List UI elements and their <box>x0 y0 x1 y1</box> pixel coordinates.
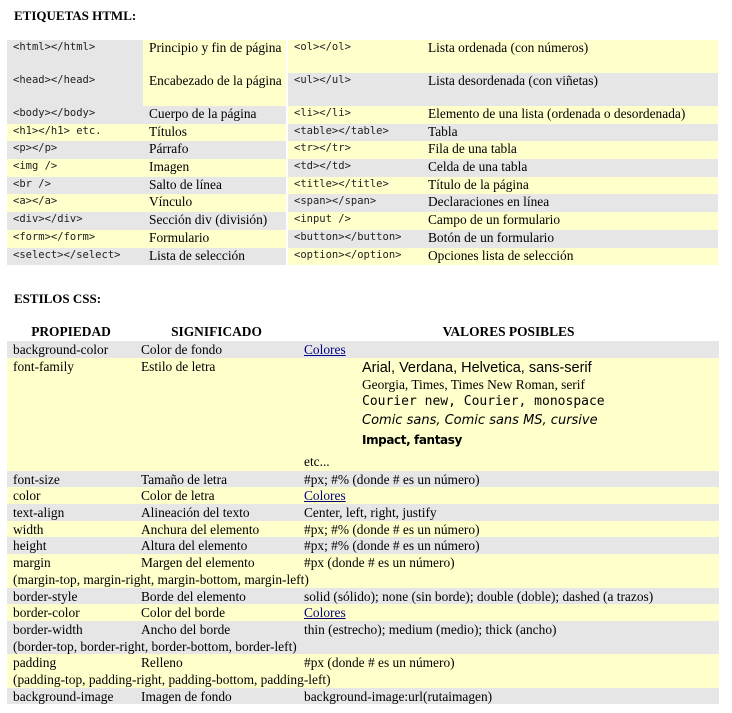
property-cell: border-width <box>7 621 135 638</box>
tag-cell: <ol></ol> <box>288 40 422 73</box>
property-cell: background-image <box>7 688 135 705</box>
meaning-cell: Ancho del borde <box>135 621 298 638</box>
desc-cell: Tabla <box>422 124 718 142</box>
property-cell: padding <box>7 654 135 671</box>
table-row <box>7 537 719 554</box>
css-styles-table <box>7 324 719 704</box>
meaning-cell: Color del borde <box>135 604 298 621</box>
meaning-cell: Tamaño de letra <box>135 471 298 488</box>
desc-cell: Fila de una tabla <box>422 141 718 159</box>
tag-cell: <table></table> <box>288 124 422 142</box>
font-sample-cursive: Comic sans, Comic sans MS, cursive <box>362 412 598 428</box>
tag-cell: <ul></ul> <box>288 73 422 106</box>
tag-cell: <div></div> <box>7 212 143 230</box>
desc-cell: Elemento de una lista (ordenada o desordenada) <box>422 106 718 124</box>
table-row <box>7 141 718 159</box>
html-tags-table <box>7 40 718 265</box>
table-row <box>7 212 718 230</box>
font-sample-fantasy: Impact, fantasy <box>362 432 462 447</box>
table-row <box>7 621 719 638</box>
property-cell: margin <box>7 554 135 571</box>
meaning-cell: Relleno <box>135 654 298 671</box>
table-row <box>7 194 718 212</box>
values-cell <box>298 341 719 358</box>
meaning-cell: Borde del elemento <box>135 588 298 605</box>
table-row <box>7 40 718 73</box>
table-row <box>7 654 719 671</box>
tag-cell: <body></body> <box>7 106 143 124</box>
table-row <box>7 571 719 588</box>
meaning-cell: Color de fondo <box>135 341 298 358</box>
values-cell: solid (sólido); none (sin borde); double (doble); dashed (a trazos) <box>298 588 719 605</box>
values-cell: Center, left, right, justify <box>298 504 719 521</box>
table-row <box>7 106 718 124</box>
tag-cell: <td></td> <box>288 159 422 177</box>
css-styles-heading: ESTILOS CSS: <box>14 291 102 306</box>
table-row <box>7 588 719 605</box>
property-cell: border-style <box>7 588 135 605</box>
property-cell: text-align <box>7 504 135 521</box>
desc-cell: Párrafo <box>143 141 286 159</box>
font-sample-etc: etc... <box>304 453 330 469</box>
values-cell: #px; #% (donde # es un número) <box>298 521 719 538</box>
table-row <box>7 124 718 142</box>
desc-cell: Título de la página <box>422 177 718 195</box>
desc-cell: Lista ordenada (con números) <box>422 40 718 73</box>
property-cell: border-color <box>7 604 135 621</box>
meaning-cell: Color de letra <box>135 487 298 504</box>
tag-cell: <tr></tr> <box>288 141 422 159</box>
tag-cell: <input /> <box>288 212 422 230</box>
desc-cell: Celda de una tabla <box>422 159 718 177</box>
desc-cell: Formulario <box>143 230 286 248</box>
header-values: VALORES POSIBLES <box>442 324 575 339</box>
tag-cell: <head></head> <box>7 73 143 106</box>
font-sample-serif: Georgia, Times, Times New Roman, serif <box>362 376 585 392</box>
table-row <box>7 73 718 106</box>
tag-cell: <button></button> <box>288 230 422 248</box>
header-property: PROPIEDAD <box>31 324 111 339</box>
font-sample-monospace: Courier new, Courier, monospace <box>362 393 605 409</box>
tag-cell: <p></p> <box>7 141 143 159</box>
subproperties-cell: (margin-top, margin-right, margin-bottom, margin-left) <box>7 571 719 588</box>
desc-cell: Lista de selección <box>143 248 286 266</box>
header-row <box>7 324 719 341</box>
desc-cell: Opciones lista de selección <box>422 248 718 266</box>
table-row <box>7 521 719 538</box>
tag-cell: <h1></h1> etc. <box>7 124 143 142</box>
values-cell <box>298 604 719 621</box>
tag-cell: <option></option> <box>288 248 422 266</box>
desc-cell: Imagen <box>143 159 286 177</box>
values-cell: thin (estrecho); medium (medio); thick (ancho) <box>298 621 719 638</box>
values-cell: #px (donde # es un número) <box>298 554 719 571</box>
meaning-cell: Margen del elemento <box>135 554 298 571</box>
meaning-cell: Anchura del elemento <box>135 521 298 538</box>
colores-link[interactable]: Colores <box>304 488 346 504</box>
table-row <box>7 638 719 655</box>
meaning-cell: Estilo de letra <box>135 358 298 471</box>
table-row <box>7 504 719 521</box>
tag-cell: <title></title> <box>288 177 422 195</box>
desc-cell: Campo de un formulario <box>422 212 718 230</box>
property-cell: font-family <box>7 358 135 471</box>
property-cell: background-color <box>7 341 135 358</box>
table-row <box>7 177 718 195</box>
desc-cell: Sección div (división) <box>143 212 286 230</box>
font-family-values-cell <box>298 358 719 471</box>
header-meaning: SIGNIFICADO <box>171 324 262 339</box>
desc-cell: Principio y fin de página <box>143 40 286 73</box>
meaning-cell: Altura del elemento <box>135 537 298 554</box>
tag-cell: <img /> <box>7 159 143 177</box>
table-row <box>7 341 719 358</box>
values-cell: #px (donde # es un número) <box>298 654 719 671</box>
values-cell <box>298 487 719 504</box>
property-cell: height <box>7 537 135 554</box>
property-cell: color <box>7 487 135 504</box>
tag-cell: <select></select> <box>7 248 143 266</box>
table-row <box>7 248 718 266</box>
table-row <box>7 230 718 248</box>
tag-cell: <span></span> <box>288 194 422 212</box>
meaning-cell: Imagen de fondo <box>135 688 298 705</box>
meaning-cell: Alineación del texto <box>135 504 298 521</box>
table-row <box>7 604 719 621</box>
property-cell: width <box>7 521 135 538</box>
subproperties-cell: (border-top, border-right, border-bottom, border-left) <box>7 638 719 655</box>
desc-cell: Títulos <box>143 124 286 142</box>
tag-cell: <li></li> <box>288 106 422 124</box>
table-row <box>7 471 719 488</box>
desc-cell: Declaraciones en línea <box>422 194 718 212</box>
desc-cell: Cuerpo de la página <box>143 106 286 124</box>
values-cell: background-image:url(rutaimagen) <box>298 688 719 705</box>
table-row <box>7 688 719 705</box>
desc-cell: Salto de línea <box>143 177 286 195</box>
font-sample-sans: Arial, Verdana, Helvetica, sans-serif <box>362 359 592 376</box>
desc-cell: Vínculo <box>143 194 286 212</box>
property-cell: font-size <box>7 471 135 488</box>
tag-cell: <html></html> <box>7 40 143 73</box>
subproperties-cell: (padding-top, padding-right, padding-bottom, padding-left) <box>7 671 719 688</box>
values-cell: #px; #% (donde # es un número) <box>298 537 719 554</box>
table-row <box>7 358 719 471</box>
table-row <box>7 487 719 504</box>
desc-cell: Lista desordenada (con viñetas) <box>422 73 718 106</box>
table-row <box>7 159 718 177</box>
tag-cell: <br /> <box>7 177 143 195</box>
desc-cell: Botón de un formulario <box>422 230 718 248</box>
values-cell: #px; #% (donde # es un número) <box>298 471 719 488</box>
tag-cell: <form></form> <box>7 230 143 248</box>
table-row <box>7 554 719 571</box>
html-tags-heading: ETIQUETAS HTML: <box>14 8 137 23</box>
table-row <box>7 671 719 688</box>
colores-link[interactable]: Colores <box>304 605 346 621</box>
colores-link[interactable]: Colores <box>304 342 346 357</box>
desc-cell: Encabezado de la página <box>143 73 286 106</box>
tag-cell: <a></a> <box>7 194 143 212</box>
